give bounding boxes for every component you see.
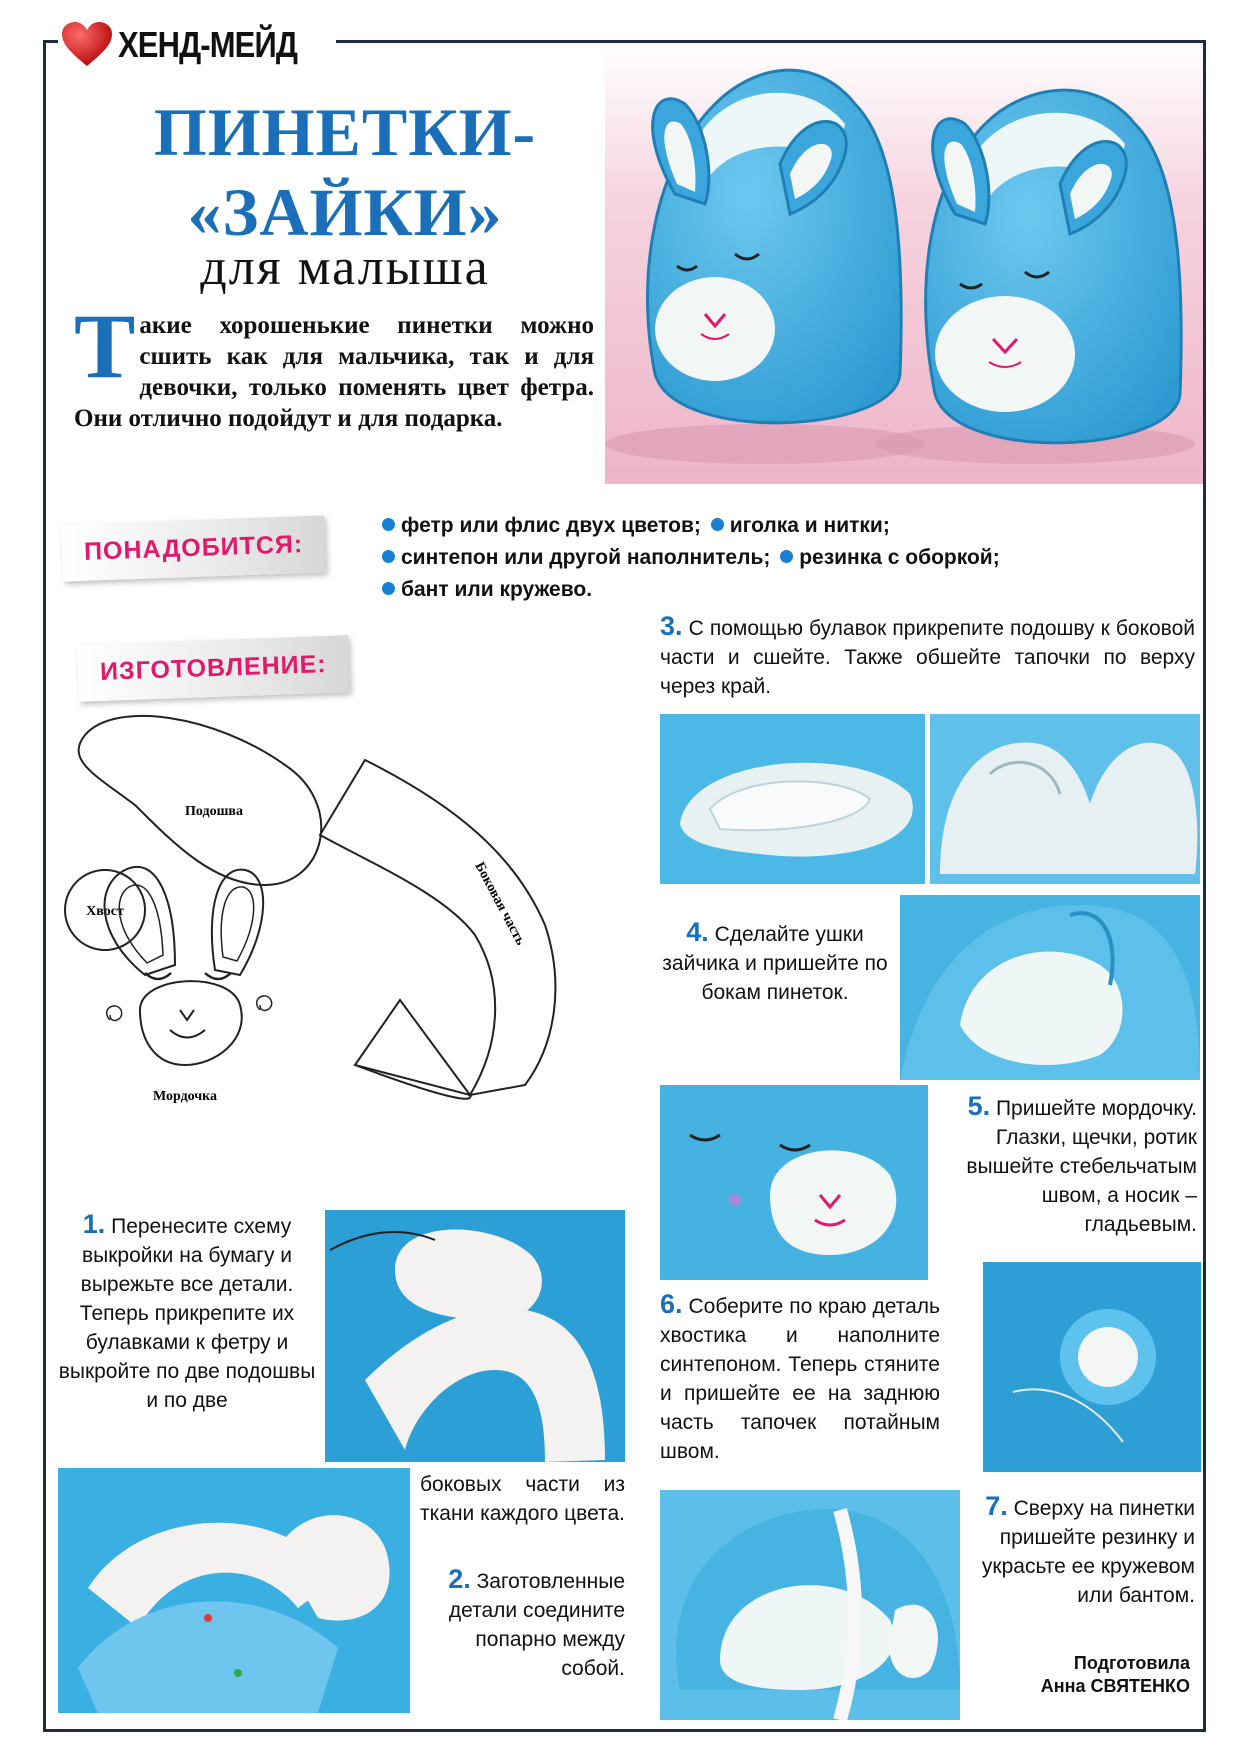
face-label: Мордочка bbox=[152, 1089, 218, 1104]
step-6-text: Соберите по краю деталь хвостика и наполните синтепоном. Теперь стяните и пришейте ее на заднюю часть тапочек потайным швом. bbox=[660, 1295, 940, 1463]
rubric bbox=[58, 22, 336, 68]
step-2-photo bbox=[58, 1468, 410, 1713]
step-3-text: С помощью булавок прикрепите подошву к боковой части и сшейте. Также обшейте тапочки по верху через край. bbox=[660, 617, 1196, 698]
step-4-photo bbox=[900, 895, 1200, 1080]
step-7-photo bbox=[660, 1490, 960, 1720]
list-item: синтепон или другой наполнитель; bbox=[401, 546, 771, 569]
step-2 bbox=[420, 1565, 625, 1683]
step-1-photo bbox=[325, 1210, 625, 1462]
author-credit bbox=[960, 1652, 1190, 1698]
list-item: фетр или флис двух цветов; bbox=[401, 514, 701, 537]
credit-line-2: Анна СВЯТЕНКО bbox=[1040, 1676, 1190, 1696]
step-5-text: Пришейте мордочку. Глазки, щечки, ротик вышейте стебельчатым швом, а носик – гладьевым. bbox=[966, 1097, 1197, 1236]
face-outline bbox=[140, 981, 242, 1065]
materials-row-2 bbox=[378, 542, 1198, 574]
step-6-number: 6. bbox=[660, 1289, 683, 1319]
intro-paragraph bbox=[74, 295, 594, 434]
heart-icon bbox=[62, 22, 112, 68]
rubric-label: ХЕНД-МЕЙД bbox=[118, 24, 298, 65]
step-5-number: 5. bbox=[967, 1091, 991, 1121]
step-1-text: Перенесите схему выкройки на бумагу и вырежьте все детали. Теперь прикрепите их булавками к фетру и выкройте по две подошвы и по две bbox=[58, 1215, 316, 1412]
step-2-number: 2. bbox=[448, 1564, 471, 1594]
list-item: иголка и нитки; bbox=[729, 514, 890, 537]
materials-row-3 bbox=[378, 574, 1198, 606]
title-line-1: ПИНЕТКИ- bbox=[153, 94, 537, 170]
step-7-number: 7. bbox=[985, 1491, 1008, 1521]
dropcap: Т bbox=[74, 295, 136, 397]
step-3 bbox=[660, 612, 1195, 701]
tail-label: Хвост bbox=[86, 904, 124, 919]
materials-row-1 bbox=[378, 510, 1198, 542]
sole-label: Подошва bbox=[185, 804, 243, 819]
step-6-photo bbox=[983, 1262, 1201, 1472]
step-7-text: Сверху на пинетки пришейте резинку и украсьте ее кружевом или бантом. bbox=[981, 1497, 1195, 1607]
list-item: резинка с оборкой; bbox=[799, 546, 1000, 569]
sole-outline bbox=[79, 716, 322, 885]
hero-photo-booties bbox=[605, 44, 1203, 484]
step-4-text: Сделайте ушки зайчика и пришейте по бокам пинеток. bbox=[662, 923, 888, 1004]
step-2-text: Заготовленные детали соедините попарно между собой. bbox=[448, 1570, 625, 1680]
blue-dot-bullet bbox=[780, 550, 793, 563]
step-5 bbox=[935, 1092, 1197, 1239]
step-3-number: 3. bbox=[660, 611, 683, 641]
credit-line-1: Подготовила bbox=[1073, 1653, 1190, 1673]
step-1-continued: боковых части из ткани каждого цвета. bbox=[420, 1473, 625, 1525]
blue-dot-bullet bbox=[382, 550, 395, 563]
step-1-number: 1. bbox=[82, 1209, 106, 1239]
step-7 bbox=[970, 1492, 1195, 1610]
step-3-photo-a bbox=[660, 714, 925, 884]
step-4 bbox=[660, 918, 890, 1007]
page-subtitle: для малыша bbox=[200, 239, 490, 296]
step-3-photo-b bbox=[930, 714, 1200, 884]
sewing-pattern-diagram bbox=[55, 705, 625, 1205]
blue-dot-bullet bbox=[382, 582, 395, 595]
step-6 bbox=[660, 1290, 940, 1466]
step-5-photo bbox=[660, 1085, 928, 1280]
intro-text: акие хорошенькие пинетки можно сшить как для мальчика, так и для девочки, только поменять цвет фетра. Они отлично подойдут и для подарка. bbox=[74, 312, 594, 432]
materials-heading: ПОНАДОБИТСЯ: bbox=[61, 515, 326, 581]
making-heading: ИЗГОТОВЛЕНИЕ: bbox=[77, 635, 350, 701]
title-line-2: «ЗАЙКИ» bbox=[187, 174, 503, 250]
step-1 bbox=[58, 1210, 316, 1415]
ear-left-outline bbox=[105, 867, 175, 975]
step-4-number: 4. bbox=[686, 917, 709, 947]
blue-dot-bullet bbox=[382, 518, 395, 531]
blue-dot-bullet bbox=[711, 518, 724, 531]
list-item: бант или кружево. bbox=[401, 578, 593, 601]
eyes-outline bbox=[145, 973, 231, 979]
page-title bbox=[110, 92, 580, 252]
materials-list bbox=[378, 510, 1198, 606]
side-label: Боковая часть bbox=[471, 859, 528, 948]
